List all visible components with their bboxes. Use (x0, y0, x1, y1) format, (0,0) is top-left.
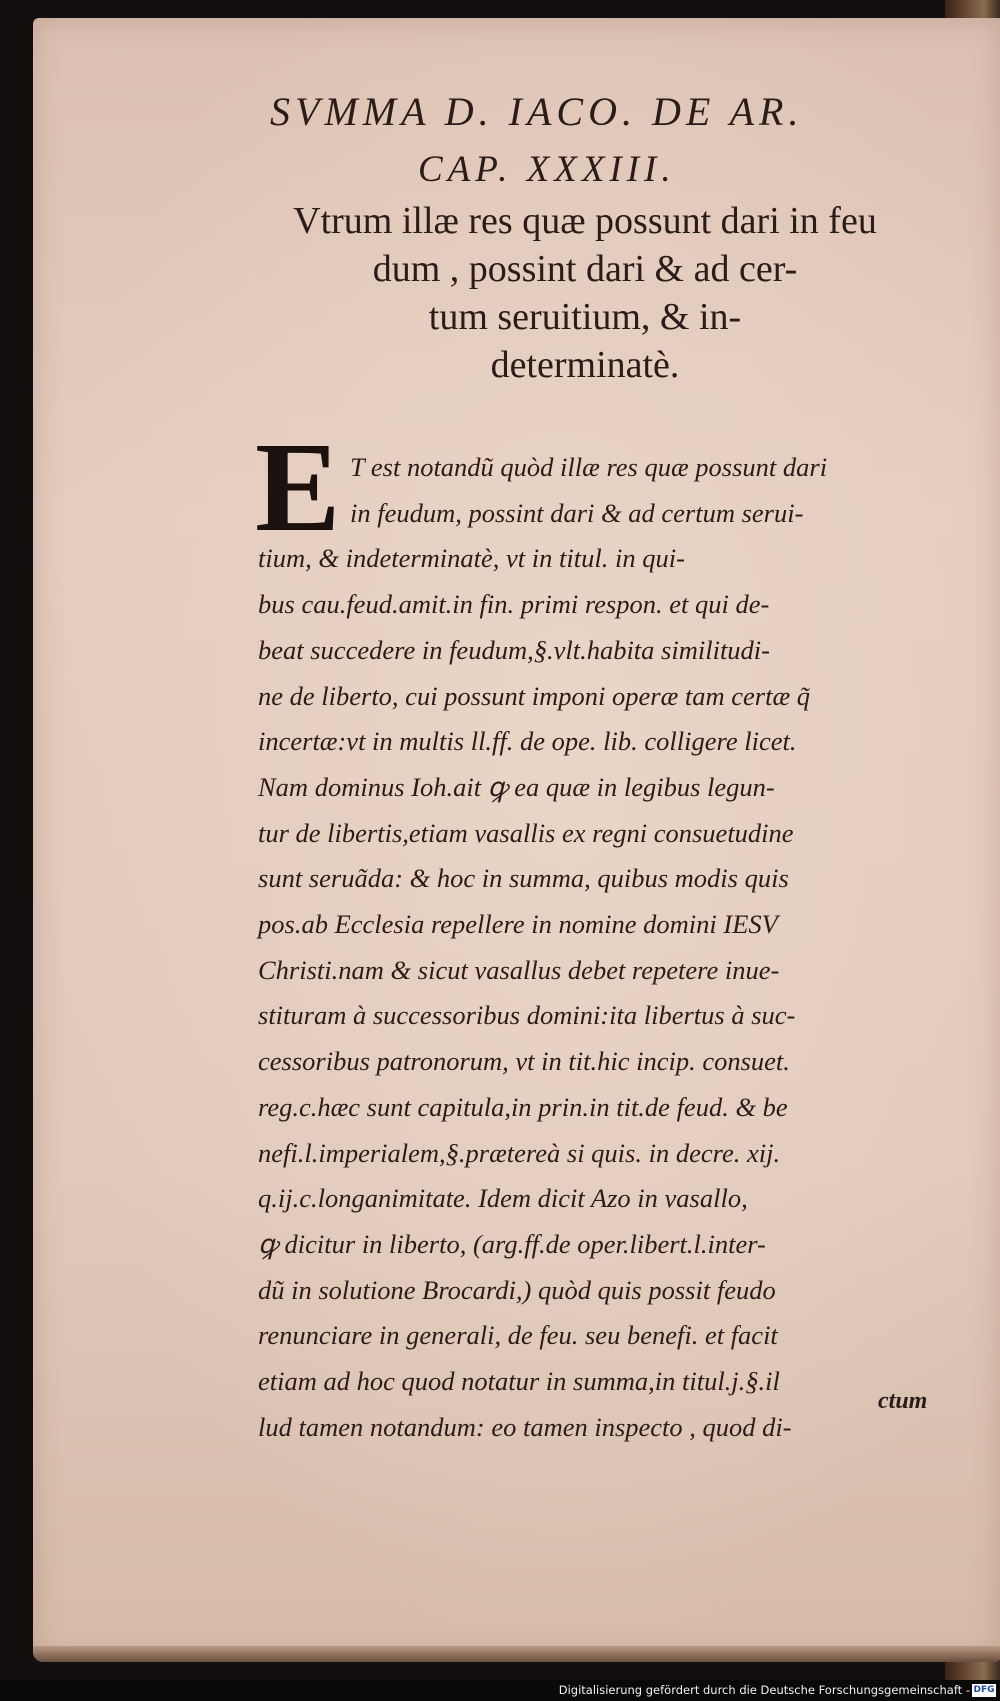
text-line: in feudum, possint dari & ad certum serui- (350, 497, 804, 528)
drop-cap-initial: E (255, 416, 341, 558)
catchword: ctum (878, 1388, 928, 1414)
running-head: SVMMA D. IACO. DE AR. (270, 89, 804, 134)
funding-credit: Digitalisierung gefördert durch die Deutsche Forschungsgemeinschaft - (558, 1683, 970, 1697)
chapter-title (235, 197, 935, 389)
text-line: Nam dominus Ioh.ait ꝙ ea quæ in legibus legun- (258, 771, 775, 802)
text-line: dũ in solutione Brocardi,) quòd quis possit feudo (258, 1274, 776, 1305)
text-line: cessoribus patronorum, vt in tit.hic incip. consuet. (258, 1046, 790, 1077)
text-line: Christi.nam & sicut vasallus debet repetere inue- (258, 954, 780, 985)
text-line: stituram à successoribus domini:ita libertus à suc- (258, 1000, 796, 1031)
text-line: T est notandũ quòd illæ res quæ possunt dari (350, 452, 828, 482)
page-bottom-edge (33, 1646, 1000, 1662)
text-line: ꝙ dicitur in liberto, (arg.ff.de oper.libert.l.inter- (258, 1228, 766, 1259)
chapter-number: CAP. XXXIII. (418, 149, 676, 190)
text-line: bus cau.feud.amit.in fin. primi respon. et qui de- (258, 589, 770, 620)
text-line: renunciare in generali, de feu. seu benefi. et facit (258, 1320, 778, 1351)
text-line: lud tamen notandum: eo tamen inspecto , quod di- (258, 1411, 792, 1442)
text-line: incertæ:vt in multis ll.ff. de ope. lib. colligere licet. (258, 726, 797, 757)
text-line: ne de liberto, cui possunt imponi operæ tam certæ q̃ (258, 680, 811, 711)
text-line: reg.c.hæc sunt capitula,in prin.in tit.de feud. & be (258, 1091, 788, 1122)
chapter-title-line: Vtrum illæ res quæ possunt dari in feu (293, 200, 877, 242)
chapter-title-line: determinatè. (490, 344, 680, 386)
text-line: etiam ad hoc quod notatur in summa,in titul.j.§.il (258, 1366, 780, 1397)
text-line: tium, & indeterminatè, vt in titul. in qui- (258, 543, 685, 574)
text-line: q.ij.c.longanimitate. Idem dicit Azo in vasallo, (258, 1183, 748, 1214)
body-text (258, 445, 948, 1450)
text-line: sunt seruãda: & hoc in summa, quibus modis quis (258, 863, 789, 894)
text-line: beat succedere in feudum,§.vlt.habita similitudi- (258, 634, 770, 665)
text-line: nefi.l.imperialem,§.prætereà si quis. in decre. xij. (258, 1137, 781, 1168)
chapter-title-line: dum , possint dari & ad cer- (372, 248, 798, 290)
dfg-logo: DFG (973, 1685, 995, 1695)
chapter-title-line: tum seruitium, & in- (428, 296, 742, 338)
text-line: pos.ab Ecclesia repellere in nomine domini IESV (258, 909, 778, 940)
text-line: tur de libertis,etiam vasallis ex regni consuetudine (258, 817, 794, 848)
